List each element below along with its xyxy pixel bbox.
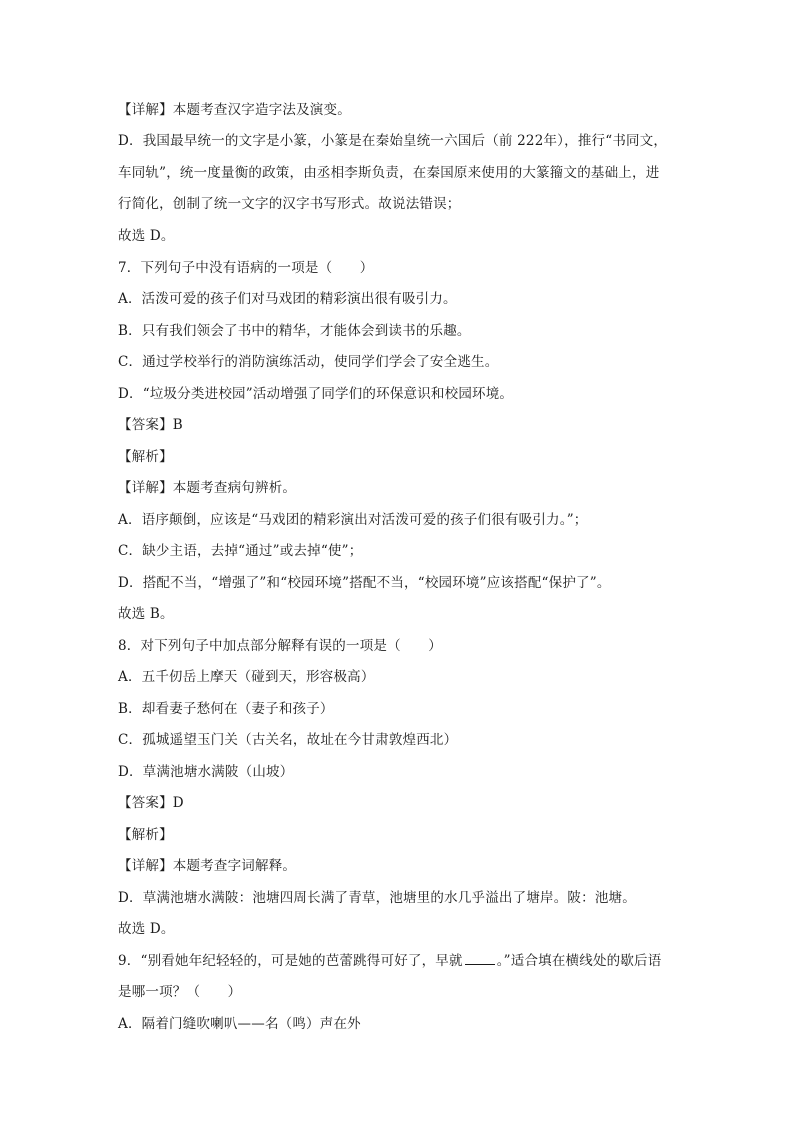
question-8-stem: 8．对下列句子中加点部分解释有误的一项是（ ） (118, 638, 442, 654)
question-7-stem: 7．下列句子中没有语病的一项是（ ） (118, 260, 374, 276)
question-7-option-d: D．“垃圾分类进校园”活动增强了同学们的环保意识和校园环境。 (118, 386, 514, 402)
question-9-stem (118, 951, 678, 971)
question-9-text-after: 。”适合填在横线处的歇后语 (496, 953, 662, 969)
question-8-option-b: B．却看妻子愁何在（妻子和孩子） (118, 701, 334, 717)
text-line: 故选 B。 (118, 606, 174, 622)
text-line: 【详解】本题考查病句辨析。 (118, 480, 297, 496)
question-9-option-a: A．隔着门缝吹喇叭——名（鸣）声在外 (118, 1016, 361, 1032)
text-line: 车同轨”，统一度量衡的政策，由丞相李斯负责，在秦国原来使用的大篆籀文的基础上，进 (118, 165, 660, 181)
question-9-text-before: 9．“别看她年纪轻轻的，可是她的芭蕾跳得可好了，早就 (118, 953, 463, 969)
question-8-option-a: A．五千仞岳上摩天（碰到天，形容极高） (118, 669, 375, 685)
text-line: C．缺少主语，去掉“通过”或去掉“使”； (118, 543, 363, 559)
text-line: D．草满池塘水满陂：池塘四周长满了青草，池塘里的水几乎溢出了塘岸。陂：池塘。 (118, 890, 636, 906)
text-line: D．搭配不当，“增强了”和“校园环境”搭配不当，“校园环境”应该搭配“保护了”。 (118, 575, 611, 591)
text-line: A．语序颠倒，应该是“马戏团的精彩演出对活泼可爱的孩子们很有吸引力。”； (118, 512, 588, 528)
analysis-label: 【解析】 (118, 449, 173, 465)
text-line: 故选 D。 (118, 921, 175, 937)
question-7-option-c: C．通过学校举行的消防演练活动，使同学们学会了安全逃生。 (118, 354, 499, 370)
question-7-option-a: A．活泼可爱的孩子们对马戏团的精彩演出很有吸引力。 (118, 291, 457, 307)
text-line: 故选 D。 (118, 228, 175, 244)
question-8-option-d: D．草满池塘水满陂（山坡） (118, 764, 294, 780)
question-9-stem-continued: 是哪一项？（ ） (118, 984, 242, 1000)
fill-in-blank (465, 952, 495, 965)
answer-label: 【答案】B (118, 417, 183, 433)
analysis-label: 【解析】 (118, 827, 173, 843)
text-line: 行简化，创制了统一文字的汉字书写形式。故说法错误； (118, 196, 461, 212)
question-7-option-b: B．只有我们领会了书中的精华，才能体会到读书的乐趣。 (118, 323, 471, 339)
text-line: 【详解】本题考查汉字造字法及演变。 (118, 102, 351, 118)
question-8-option-c: C．孤城遥望玉门关（古关名，故址在今甘肃敦煌西北） (118, 732, 458, 748)
text-line: D．我国最早统一的文字是小篆，小篆是在秦始皇统一六国后（前 222年），推行“书同文， (118, 133, 668, 149)
text-line: 【详解】本题考查字词解释。 (118, 858, 297, 874)
answer-label: 【答案】D (118, 795, 184, 811)
